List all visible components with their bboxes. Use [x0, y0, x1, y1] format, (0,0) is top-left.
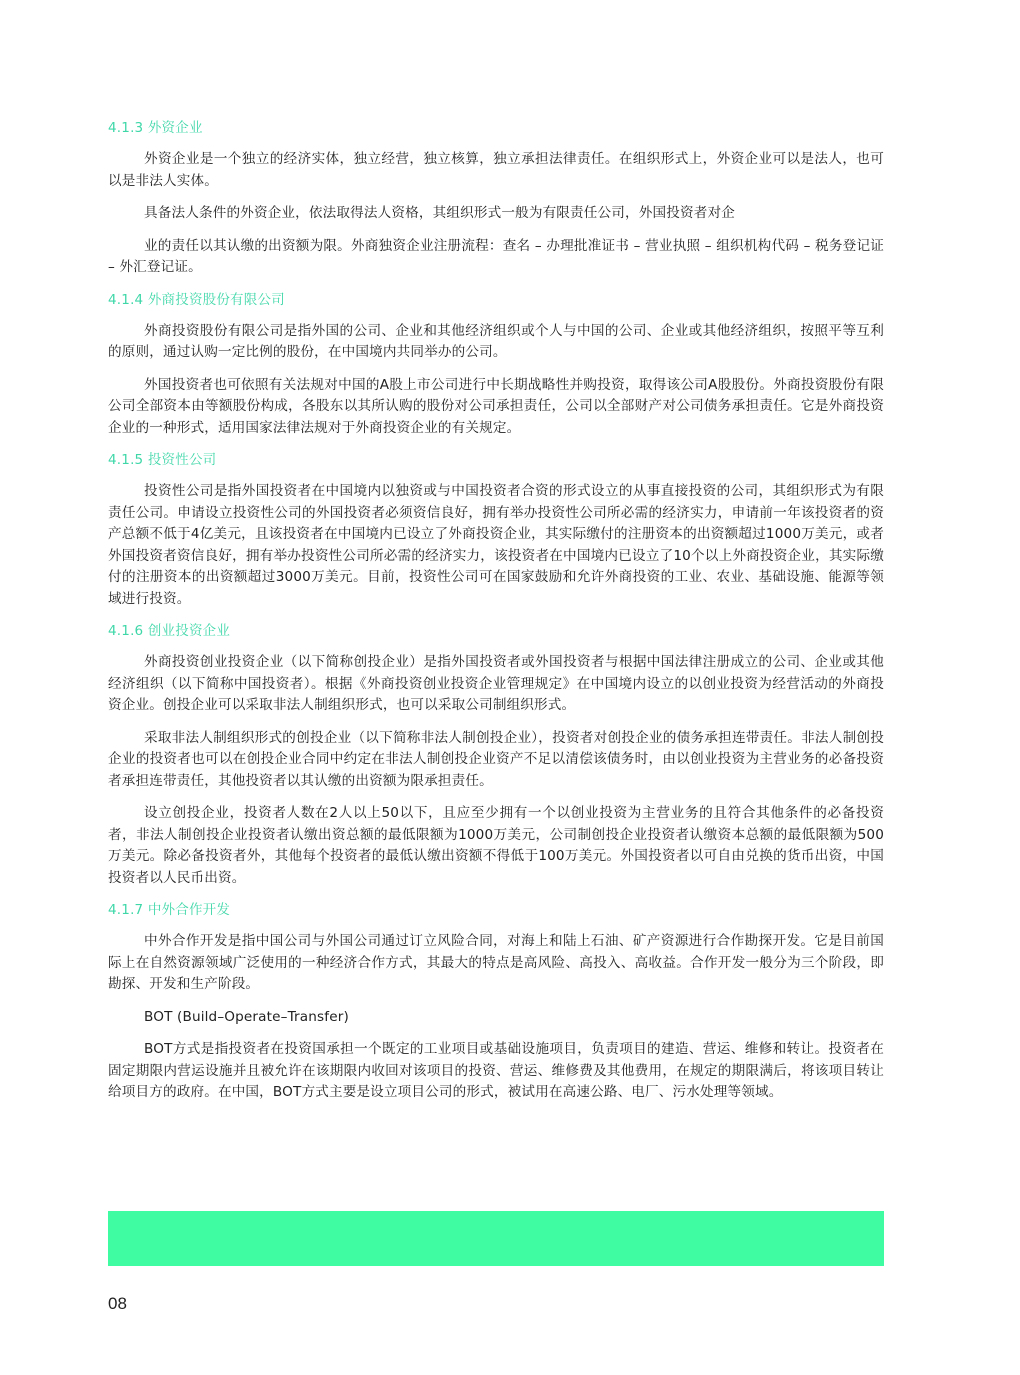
body-paragraph: 中外合作开发是指中国公司与外国公司通过订立风险合同，对海上和陆上石油、矿产资源进行合作勘探开发。它是目前国际上在自然资源领域广泛使用的一种经济合作方式，其最大的特点是高风险、高投入、高收益。合作开发一般分为三个阶段，即勘探、开发和生产阶段。: [108, 933, 884, 992]
section-heading: 4.1.5 投资性公司: [108, 452, 217, 468]
body-paragraph: 投资性公司是指外国投资者在中国境内以独资或与中国投资者合资的形式设立的从事直接投资的公司，其组织形式为有限责任公司。申请设立投资性公司的外国投资者必须资信良好，拥有举办投资性公司所必需的经济实力，申请前一年该投资者的资产总额不低于4亿美元，且该投资者在中国境内已设立了外商投资企业，其实际缴付的注册资本的出资额超过1000万美元，或者外国投资者资信良好，拥有举办投资性公司所必需的经济实力，该投资者在中国境内已设立了10个以上外商投资企业，其实际缴付的注册资本的出资额超过3000万美元。目前，投资性公司可在国家鼓励和允许外商投资的工业、农业、基础设施、能源等领域进行投资。: [108, 483, 884, 607]
body-paragraph: 具备法人条件的外资企业，依法取得法人资格，其组织形式一般为有限责任公司，外国投资者对企: [144, 205, 735, 221]
section-4-1-3: [108, 118, 884, 279]
body-paragraph: 外资企业是一个独立的经济实体，独立经营，独立核算，独立承担法律责任。在组织形式上，外资企业可以是法人，也可以是非法人实体。: [108, 151, 884, 189]
document-body: [108, 118, 884, 1115]
section-4-1-4: [108, 290, 884, 440]
section-4-1-6: [108, 621, 884, 889]
body-paragraph: 外国投资者也可依照有关法规对中国的A股上市公司进行中长期战略性并购投资，取得该公司A股股份。外商投资股份有限公司全部资本由等额股份构成，各股东以其所认购的股份对公司承担责任，公司以全部财产对公司债务承担责任。它是外商投资企业的一种形式，适用国家法律法规对于外商投资企业的有关规定。: [108, 376, 884, 436]
body-paragraph: 业的责任以其认缴的出资额为限。外商独资企业注册流程：查名 – 办理批准证书 – 营业执照 – 组织机构代码 – 税务登记证 – 外汇登记证。: [108, 237, 884, 275]
page-number: 08: [108, 1294, 127, 1313]
section-heading: 4.1.6 创业投资企业: [108, 623, 231, 639]
section-heading: 4.1.3 外资企业: [108, 120, 203, 136]
section-4-1-7: [108, 900, 884, 1104]
footer-accent-bar: [108, 1211, 884, 1266]
section-heading: 4.1.7 中外合作开发: [108, 902, 231, 918]
section-heading: 4.1.4 外商投资股份有限公司: [108, 291, 285, 308]
bot-subheading: BOT (Build–Operate–Transfer): [144, 1008, 349, 1025]
body-paragraph: 外商投资创业投资企业（以下简称创投企业）是指外国投资者或外国投资者与根据中国法律注册成立的公司、企业或其他经济组织（以下简称中国投资者）。根据《外商投资创业投资企业管理规定》在中国境内设立的以创业投资为经营活动的外商投资企业。创投企业可以采取非法人制组织形式，也可以采取公司制组织形式。: [108, 654, 884, 713]
body-paragraph: BOT方式是指投资者在投资国承担一个既定的工业项目或基础设施项目，负责项目的建造、营运、维修和转让。投资者在固定期限内营运设施并且被允许在该期限内收回对该项目的投资、营运、维修费及其他费用，在规定的期限满后，将该项目转让给项目方的政府。在中国，BOT方式主要是设立项目公司的形式，被试用在高速公路、电厂、污水处理等领域。: [108, 1041, 884, 1100]
body-paragraph: 设立创投企业，投资者人数在2人以上50以下，且应至少拥有一个以创业投资为主营业务的且符合其他条件的必备投资者，非法人制创投企业投资者认缴出资总额的最低限额为1000万美元，公司制创投企业投资者认缴资本总额的最低限额为500万美元。除必备投资者外，其他每个投资者的最低认缴出资额不得低于100万美元。外国投资者以可自由兑换的货币出资，中国投资者以人民币出资。: [108, 805, 884, 886]
body-paragraph: 外商投资股份有限公司是指外国的公司、企业和其他经济组织或个人与中国的公司、企业或其他经济组织，按照平等互利的原则，通过认购一定比例的股份，在中国境内共同举办的公司。: [108, 322, 884, 360]
section-4-1-5: [108, 450, 884, 610]
body-paragraph: 采取非法人制组织形式的创投企业（以下简称非法人制创投企业），投资者对创投企业的债务承担连带责任。非法人制创投企业的投资者也可以在创投企业合同中约定在非法人制创投企业资产不足以清偿该债务时，由以创业投资为主营业务的必备投资者承担连带责任，其他投资者以其认缴的出资额为限承担责任。: [108, 729, 884, 789]
